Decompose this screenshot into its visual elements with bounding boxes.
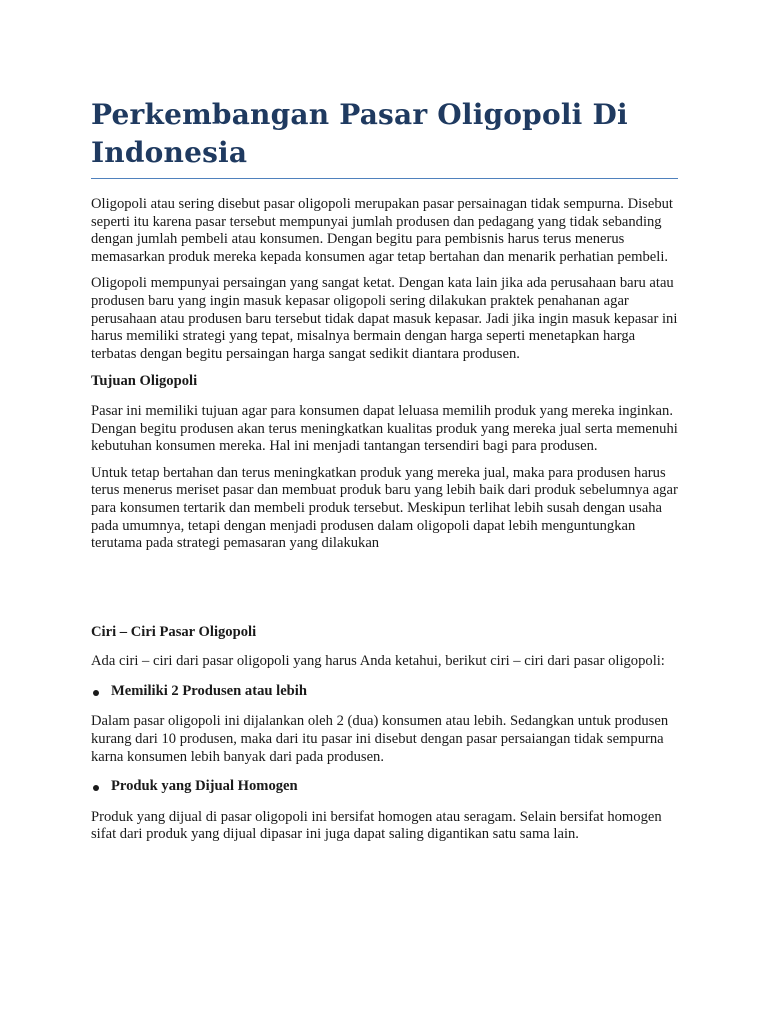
tujuan-heading: Tujuan Oligopoli [91,373,198,390]
bullet-title: Memiliki 2 Produsen atau lebih [111,682,307,699]
bullet-title: Produk yang Dijual Homogen [111,778,298,795]
bullet-item [91,778,678,796]
ciri-intro-paragraph: Ada ciri – ciri dari pasar oligopoli yang harus Anda ketahui, berikut ciri – ciri dari pasar oligopoli: [91,653,665,670]
tujuan-paragraph-2: Untuk tetap bertahan dan terus meningkatkan produk yang mereka jual, maka para produsen harus terus menerus meriset pasar dan membuat produk baru yang lebih baik dari produk sebelumnya agar para konsumen tertarik dan membeli produk tersebut. Meskipun terlihat lebih susah dengan usaha pada umumnya, tetapi dengan menjadi produsen dalam oligopoli dapat lebih menguntungkan terutama pada strategi pemasaran yang dilakukan [91,464,678,552]
bullet-paragraph: Dalam pasar oligopoli ini dijalankan oleh 2 (dua) konsumen atau lebih. Sedangkan untuk produsen kurang dari 10 produsen, maka dari itu pasar ini disebut dengan pasar persaiangan tidak sempurna karna konsumen lebih banyak dari pada produsen. [91,713,669,765]
intro-paragraph-2: Oligopoli mempunyai persaingan yang sangat ketat. Dengan kata lain jika ada perusahaan baru atau produsen baru yang ingin masuk kepasar oligopoli sering dilakukan praktek penahanan agar perusahaan atau produsen baru tersebut tidak dapat masuk kepasar. Jadi jika ingin masuk kepasar ini harus memiliki strategi yang tepat, misalnya bermain dengan harga seperti menetapkan harga terbatas dengan begitu persaingan harga sangat sedikit diantara produsen. [91,275,678,362]
intro-paragraph-1: Oligopoli atau sering disebut pasar oligopoli merupakan pasar persainagan tidak sempurna. Disebut seperti itu karena pasar tersebut mempunyai jumlah produsen dan pedagang yang tidak sebanding dengan jumlah pembeli atau konsumen. Dengan begitu para pembisnis harus terus menerus memasarkan produk mereka kepada konsumen agar tetap bertahan dan menarik perhatian pembeli. [91,196,673,265]
tujuan-paragraph-1: Pasar ini memiliki tujuan agar para konsumen dapat leluasa memilih produk yang mereka inginkan. Dengan begitu produsen akan terus meningkatkan kualitas produk yang mereka jual serta memenuhi kebutuhan konsumen mereka. Hal ini menjadi tantangan tersendiri bagi para produsen. [91,402,678,455]
bullet-item [91,683,678,701]
document-title: Perkembangan Pasar Oligopoli Di Indonesia [91,96,678,179]
ciri-heading: Ciri – Ciri Pasar Oligopoli [91,623,257,640]
bullet-dot-icon [93,785,99,791]
bullet-dot-icon [93,690,99,696]
bullet-paragraph: Produk yang dijual di pasar oligopoli ini bersifat homogen atau seragam. Selain bersifat homogen sifat dari produk yang dijual dipasar ini juga dapat saling digantikan satu sama lain. [91,808,662,843]
